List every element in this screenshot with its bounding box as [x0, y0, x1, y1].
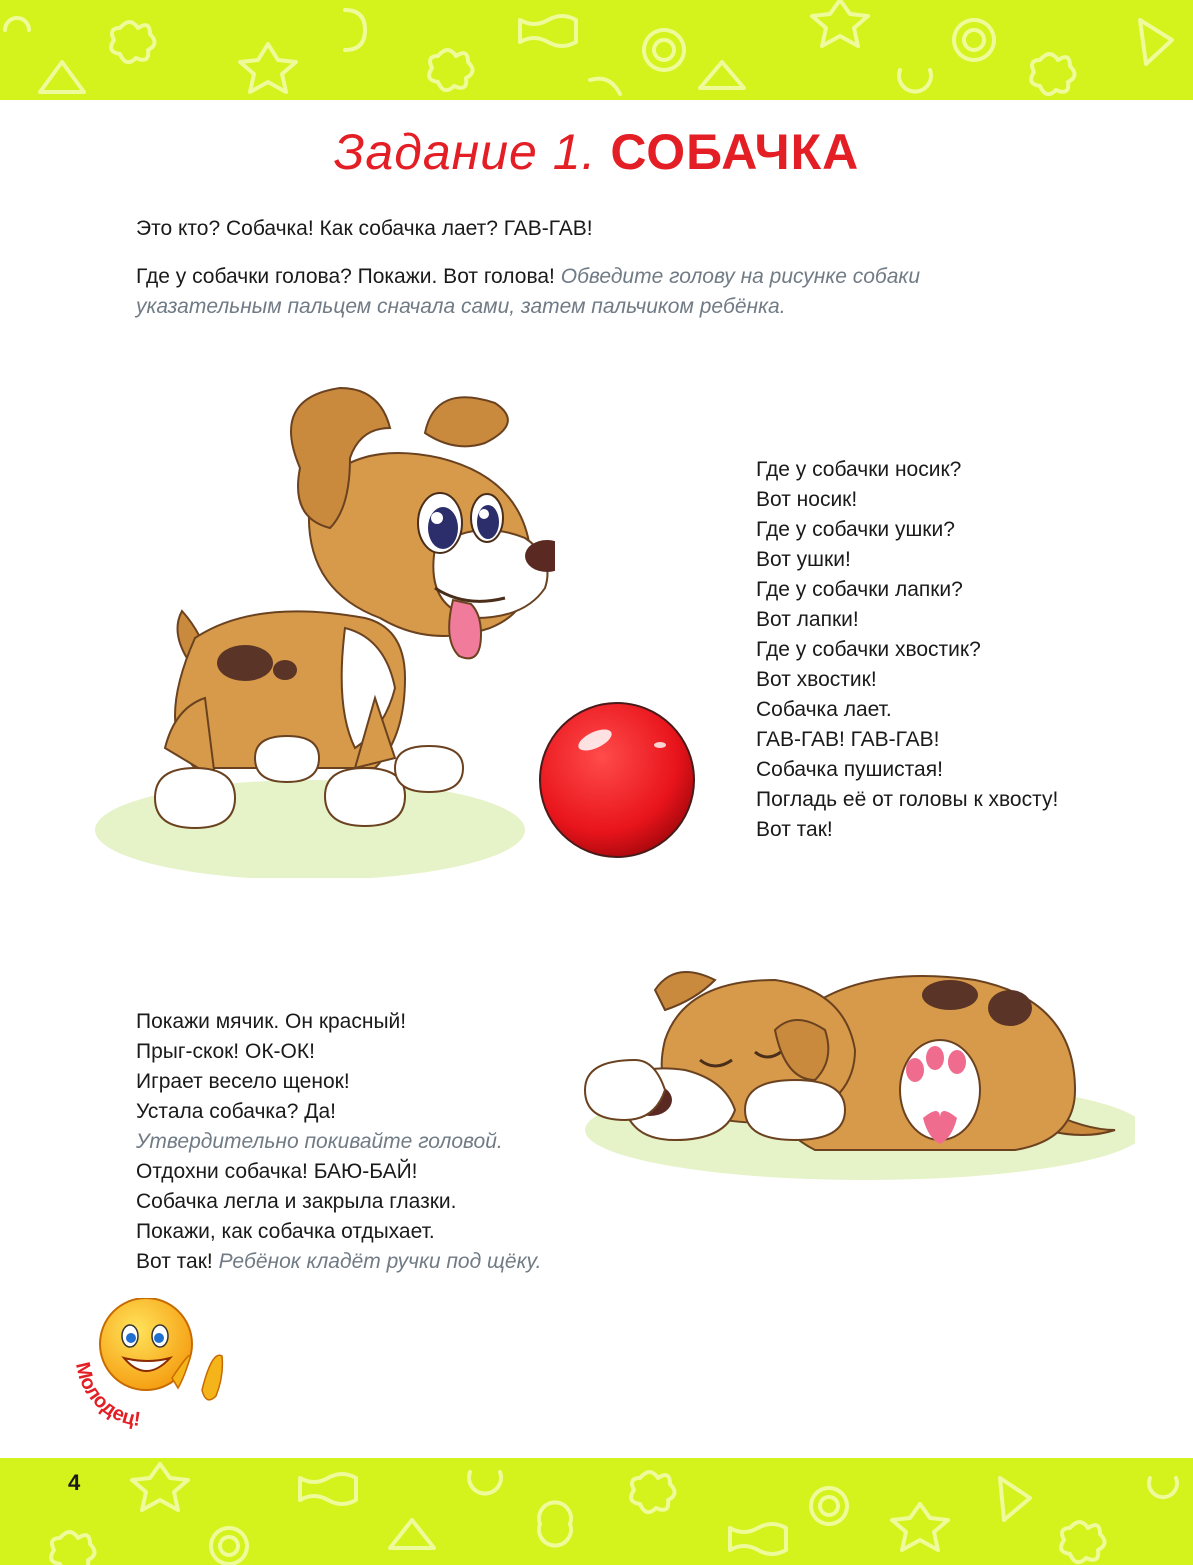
poem2-line-1: Покажи мячик. Он красный!: [136, 1010, 407, 1033]
poem-line: Где у собачки лапки?: [756, 578, 963, 601]
intro-line-2-hint: Обведите голову на рисунке собаки указательным пальцем сначала сами, затем пальчиком ребёнка.: [136, 265, 921, 318]
poem2-line-4: Устала собачка? Да!: [136, 1100, 336, 1123]
title-word: СОБАЧКА: [610, 124, 860, 180]
poem2-line-8: Покажи, как собачка отдыхает.: [136, 1220, 435, 1243]
poem2-line-2: Прыг-скок! ОК-ОК!: [136, 1040, 315, 1063]
praise-badge: [62, 1298, 242, 1453]
poem-line: Вот ушки!: [756, 548, 851, 571]
poem-line: Погладь её от головы к хвосту!: [756, 788, 1059, 811]
smiley-clapping-icon: [62, 1298, 242, 1448]
poem2-line-3: Играет весело щенок!: [136, 1070, 350, 1093]
page-title: [0, 122, 1193, 182]
intro-line-1: Это кто? Собачка! Как собачка лает? ГАВ-ГАВ!: [136, 217, 593, 240]
poem-line: Где у собачки хвостик?: [756, 638, 981, 661]
poem-ball-rest: [136, 1007, 656, 1277]
poem-line: Вот носик!: [756, 488, 858, 511]
page-number: 4: [68, 1470, 81, 1495]
poem-line: Где у собачки ушки?: [756, 518, 955, 541]
red-ball-illustration: [535, 700, 700, 870]
red-ball-icon: [535, 700, 700, 865]
poem2-line-9-hint: Ребёнок кладёт ручки под щёку.: [218, 1250, 542, 1273]
band-shapes-icon: [0, 1458, 1193, 1565]
poem-line: ГАВ-ГАВ! ГАВ-ГАВ!: [756, 728, 940, 751]
poem-line: Где у собачки носик?: [756, 458, 962, 481]
bottom-decorative-band: [0, 1458, 1193, 1565]
standing-puppy-illustration: [95, 378, 555, 883]
sleeping-puppy-illustration: [575, 960, 1135, 1195]
poem-line: Собачка пушистая!: [756, 758, 943, 781]
title-prefix: Задание 1.: [333, 124, 597, 180]
sleeping-puppy-icon: [575, 960, 1135, 1190]
intro-line-2-text: Где у собачки голова? Покажи. Вот голова!: [136, 265, 555, 288]
poem2-line-9: [136, 1247, 656, 1277]
poem-line: Собачка лает.: [756, 698, 892, 721]
poem-line: Вот так!: [756, 818, 833, 841]
top-decorative-band: [0, 0, 1193, 100]
poem-dog-parts: [756, 455, 1176, 845]
poem-line: Вот хвостик!: [756, 668, 877, 691]
intro-line-2: [136, 262, 1056, 322]
band-shapes-icon: [0, 0, 1193, 100]
poem2-line-9-text: Вот так!: [136, 1250, 213, 1273]
poem2-line-5-hint: Утвердительно покивайте головой.: [136, 1130, 503, 1153]
poem2-line-7: Собачка легла и закрыла глазки.: [136, 1190, 457, 1213]
poem-line: Вот лапки!: [756, 608, 859, 631]
standing-puppy-icon: [95, 378, 555, 878]
badge-text: Молодец!: [70, 1360, 142, 1432]
poem2-line-6: Отдохни собачка! БАЮ-БАЙ!: [136, 1160, 418, 1183]
